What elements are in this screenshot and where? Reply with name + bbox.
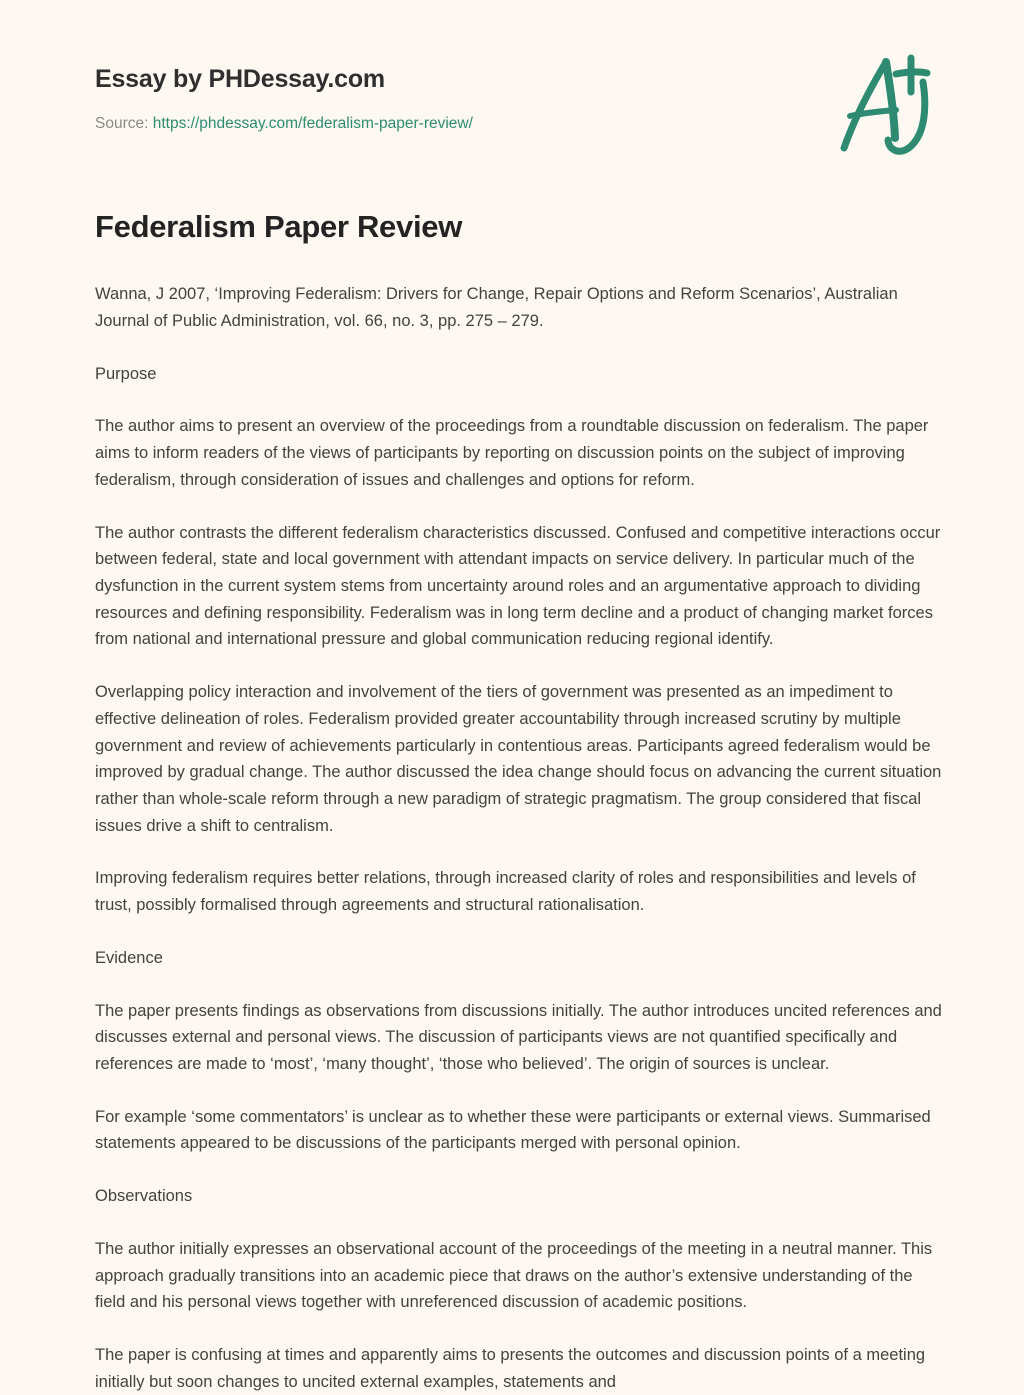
article (0, 208, 1024, 1395)
page-header (0, 0, 1024, 160)
page-title: Federalism Paper Review (95, 209, 463, 244)
section-heading: Purpose (95, 364, 157, 383)
article-body (95, 281, 944, 1395)
body-paragraph: The author initially expresses an observational account of the proceedings of the meeting in a neutral manner. This approach gradually transitions into an academic piece that draws on the author’s extensive understanding of the field and his personal views together with unreferenced discussion of academic positions. (95, 1239, 933, 1312)
section-heading: Evidence (95, 948, 163, 967)
body-paragraph: The author contrasts the different federalism characteristics discussed. Confused and competitive interactions occur between federal, state and local government with attendant impacts on service delivery. In particular much of the dysfunction in the current system stems from uncertainty around roles and an argumentative approach to dividing resources and defining responsibility. Federalism was in long term decline and a product of changing market forces from national and international pressure and global communication reducing regional identify. (95, 523, 941, 649)
source-label: Source: (95, 115, 149, 132)
body-paragraph: Overlapping policy interaction and involvement of the tiers of government was presented as an impediment to effective delineation of roles. Federalism provided greater accountability through increased scrutiny by multiple government and review of achievements particularly in contentious areas. Participants agreed federalism would be improved by gradual change. The author discussed the idea change should focus on advancing the current situation rather than whole-scale reform through a new paradigm of strategic pragmatism. The group considered that fiscal issues drive a shift to centralism. (95, 683, 942, 835)
body-paragraph: The author aims to present an overview of the proceedings from a roundtable discussion on federalism. The paper aims to inform readers of the views of participants by reporting on discussion points on the subject of improving federalism, through consideration of issues and challenges and options for reform. (95, 417, 929, 489)
brand-title: Essay by PHDessay.com (95, 65, 385, 93)
body-paragraph: The paper presents findings as observations from discussions initially. The author introduces uncited references and discusses external and personal views. The discussion of participants views are not quantified specifically and references are made to ‘most’, ‘many thought’, ‘those who believed’. The origin of sources is unclear. (95, 1001, 942, 1073)
body-paragraph: Wanna, J 2007, ‘Improving Federalism: Drivers for Change, Repair Options and Reform Scenarios’, Australian Journal of Public Administration, vol. 66, no. 3, pp. 275 – 279. (95, 285, 898, 330)
section-heading: Observations (95, 1187, 193, 1206)
source-url-link[interactable]: https://phdessay.com/federalism-paper-review/ (152, 115, 473, 132)
body-paragraph: For example ‘some commentators’ is unclear as to whether these were participants or external views. Summarised statements appeared to be discussions of the participants merged with personal opinion. (95, 1107, 931, 1153)
a-plus-logo (826, 52, 936, 162)
source-line (95, 114, 944, 134)
body-paragraph: Improving federalism requires better relations, through increased clarity of roles and responsibilities and levels of trust, possibly formalised through agreements and structural rationalisation. (95, 869, 916, 915)
body-paragraph: The paper is confusing at times and apparently aims to presents the outcomes and discussion points of a meeting initially but soon changes to uncited external examples, statements and (95, 1346, 926, 1391)
